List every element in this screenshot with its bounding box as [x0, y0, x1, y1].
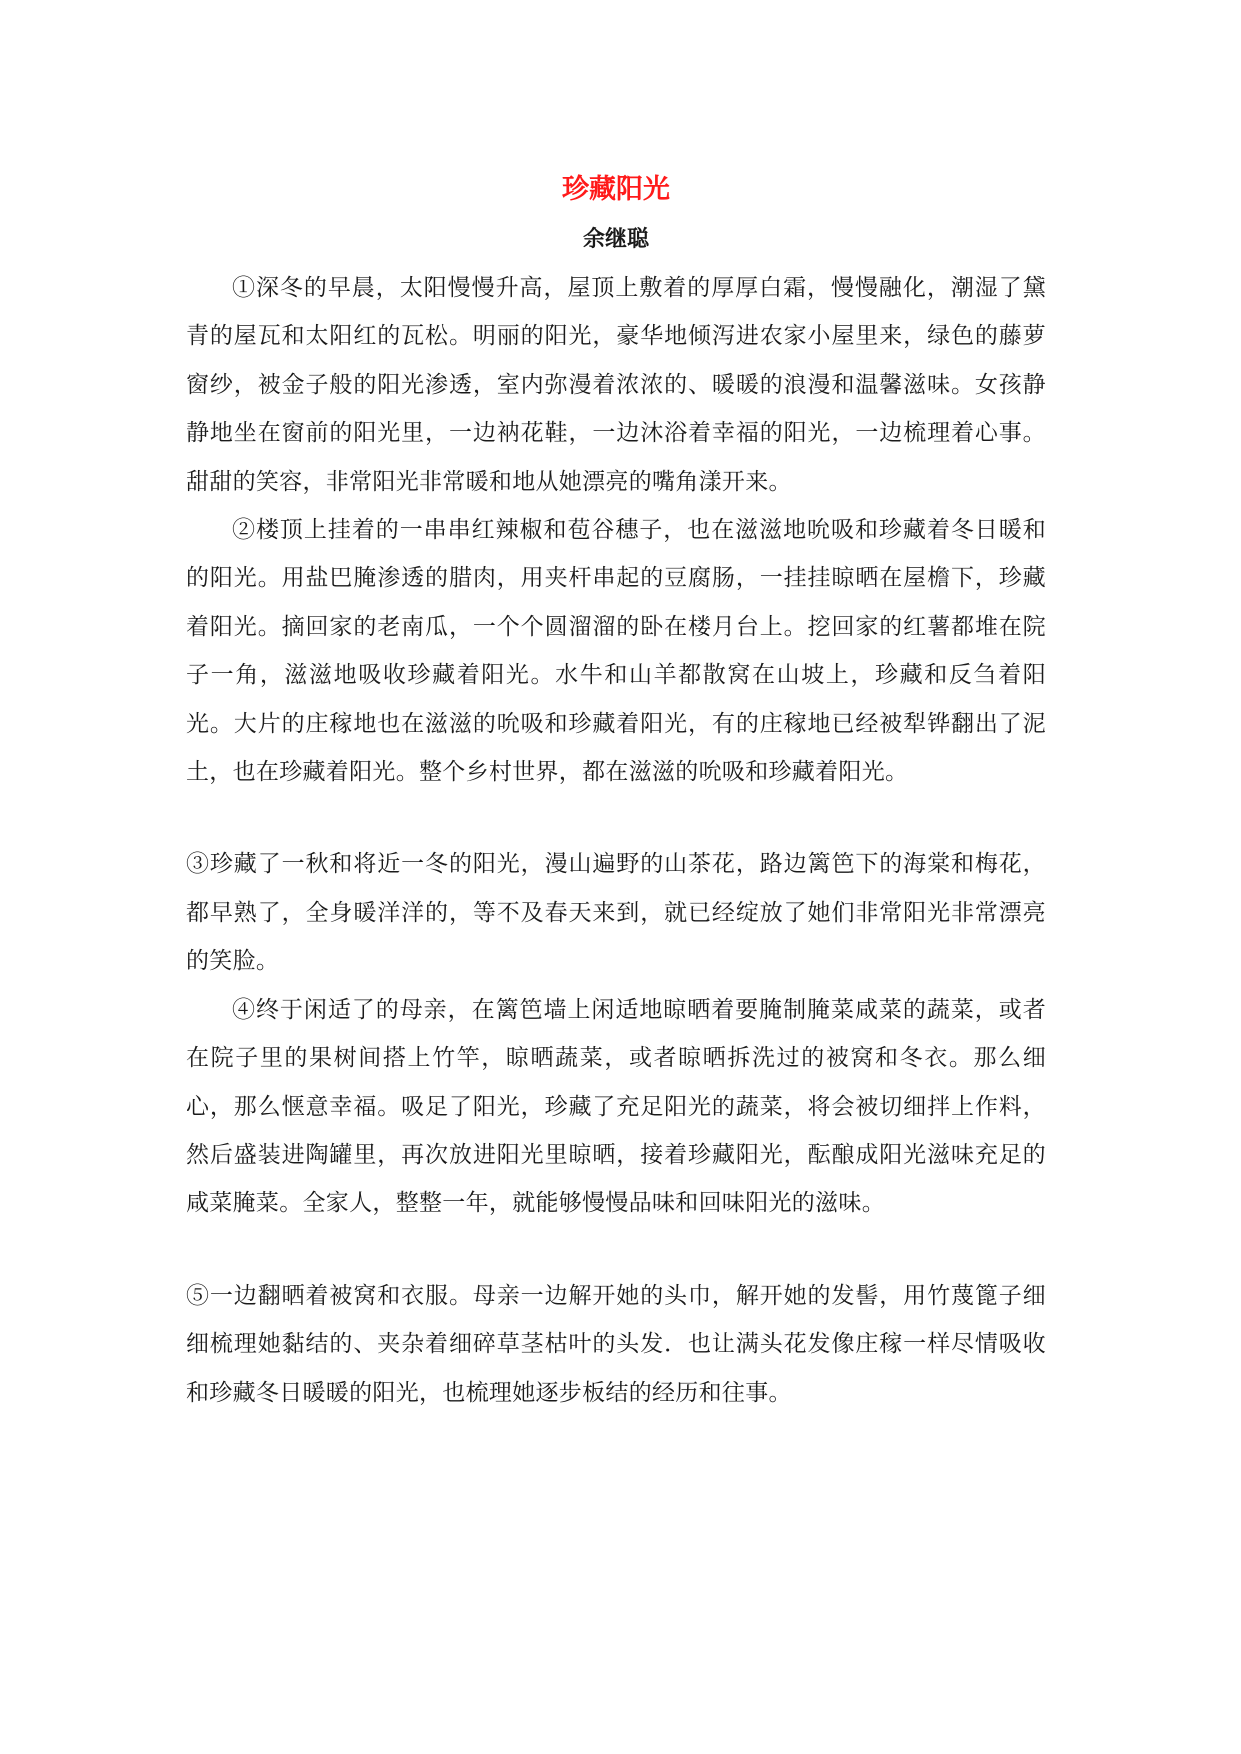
paragraph-2: ②楼顶上挂着的一串串红辣椒和苞谷穗子，也在滋滋地吮吸和珍藏着冬日暖和的阳光。用盐巴腌渗透的腊肉，用夹杆串起的豆腐肠，一挂挂晾晒在屋檐下，珍藏着阳光。摘回家的老南瓜，一个个圆溜溜的卧在楼月台上。挖回家的红薯都堆在院子一角，滋滋地吸收珍藏着阳光。水牛和山羊都散窝在山坡上，珍藏和反刍着阳光。大片的庄稼地也在滋滋的吮吸和珍藏着阳光，有的庄稼地已经被犁铧翻出了泥土，也在珍藏着阳光。整个乡村世界，都在滋滋的吮吸和珍藏着阳光。 [186, 517, 1046, 786]
document-page [186, 170, 1046, 1417]
paragraph-3: ③珍藏了一秋和将近一冬的阳光，漫山遍野的山茶花，路边篱笆下的海棠和梅花，都早熟了，全身暖洋洋的，等不及春天来到，就已经绽放了她们非常阳光非常漂亮的笑脸。 [186, 851, 1046, 975]
document-title: 珍藏阳光 [562, 174, 670, 205]
document-author: 余继聪 [582, 227, 649, 252]
paragraph-5: ⑤一边翻晒着被窝和衣服。母亲一边解开她的头巾，解开她的发髻，用竹蔑篦子细细梳理她黏结的、夹杂着细碎草茎枯叶的头发．也让满头花发像庄稼一样尽情吸收和珍藏冬日暖暖的阳光，也梳理她逐步板结的经历和往事。 [186, 1282, 1046, 1406]
paragraph-4: ④终于闲适了的母亲，在篱笆墙上闲适地晾晒着要腌制腌菜咸菜的蔬菜，或者在院子里的果树间搭上竹竿，晾晒蔬菜，或者晾晒拆洗过的被窝和冬衣。那么细心，那么惬意幸福。吸足了阳光，珍藏了充足阳光的蔬菜，将会被切细拌上作料，然后盛装进陶罐里，再次放进阳光里晾晒，接着珍藏阳光，酝酿成阳光滋味充足的咸菜腌菜。全家人，整整一年，就能够慢慢品味和回味阳光的滋味。 [186, 996, 1046, 1217]
paragraph-1: ①深冬的早晨，太阳慢慢升高，屋顶上敷着的厚厚白霜，慢慢融化，潮湿了黛青的屋瓦和太阳红的瓦松。明丽的阳光，豪华地倾泻进农家小屋里来，绿色的藤萝窗纱，被金子般的阳光渗透，室内弥漫着浓浓的、暖暖的浪漫和温馨滋味。女孩静静地坐在窗前的阳光里，一边衲花鞋，一边沐浴着幸福的阳光，一边梳理着心事。甜甜的笑容，非常阳光非常暖和地从她漂亮的嘴角漾开来。 [186, 275, 1046, 495]
